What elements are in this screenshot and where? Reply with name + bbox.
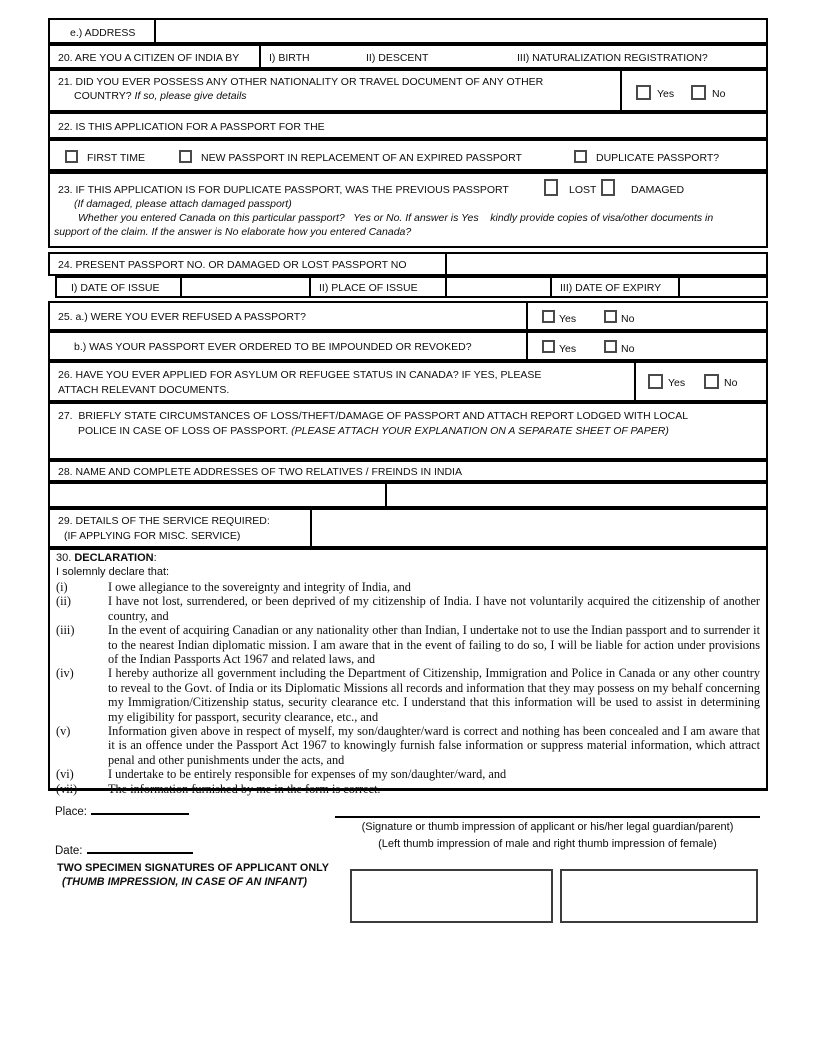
replacement-checkbox[interactable] xyxy=(179,150,192,163)
q25b-yes-checkbox[interactable] xyxy=(542,340,555,353)
service-details-input[interactable] xyxy=(312,510,766,546)
declaration-colon: : xyxy=(153,552,157,564)
q26-line2: ATTACH RELEVANT DOCUMENTS. xyxy=(58,384,230,396)
item-text: I owe allegiance to the sovereignty and integrity of India, and xyxy=(108,580,411,594)
q25a-row xyxy=(48,301,768,331)
date-of-expiry-label: III) DATE OF EXPIRY xyxy=(560,282,662,294)
declaration-title: DECLARATION xyxy=(74,552,154,564)
q20-option-descent[interactable]: II) DESCENT xyxy=(366,52,429,64)
q23-damaged-label: DAMAGED xyxy=(631,184,685,196)
relatives-row xyxy=(48,482,768,508)
item-text: Information given above in respect of myself, my son/daughter/ward is correct and nothing has been concealed and I am aware that it is an offence under the Passport Act 1967 to knowingly furnish false information or suppress material information, which attract penal and other punishments under the acts, and xyxy=(108,724,760,767)
q24-label: 24. PRESENT PASSPORT NO. OR DAMAGED OR LOST PASSPORT NO xyxy=(58,259,407,271)
item-text: I have not lost, surrendered, or been deprived of my citizenship of India. I have not voluntarily acquired the citizenship of another country, and xyxy=(108,594,760,623)
signature-caption1: (Signature or thumb impression of applicant or his/her legal guardian/parent) xyxy=(361,821,734,833)
q23-note1: (If damaged, please attach damaged passport) xyxy=(74,198,292,210)
declaration-item xyxy=(56,580,762,594)
q29-line1: 29. DETAILS OF THE SERVICE REQUIRED: xyxy=(58,515,270,527)
declaration-heading xyxy=(56,552,157,564)
q23-line1: 23. IF THIS APPLICATION IS FOR DUPLICATE PASSPORT, WAS THE PREVIOUS PASSPORT xyxy=(58,184,509,196)
declaration-item xyxy=(56,724,762,767)
q25a-label: 25. a.) WERE YOU EVER REFUSED A PASSPORT? xyxy=(58,311,306,323)
item-text: I undertake to be entirely responsible for expenses of my son/daughter/ward, and xyxy=(108,767,507,782)
place-input[interactable] xyxy=(91,801,189,815)
item-text: The information furnished by me in the form is correct. xyxy=(108,781,381,796)
q21-line2 xyxy=(74,90,247,102)
divider xyxy=(259,46,261,67)
q25b-no-checkbox[interactable] xyxy=(604,340,617,353)
address-row xyxy=(48,18,768,44)
q26-row xyxy=(48,361,768,402)
q26-line1: 26. HAVE YOU EVER APPLIED FOR ASYLUM OR REFUGEE STATUS IN CANADA? IF YES, PLEASE xyxy=(58,369,542,381)
declaration-item xyxy=(56,767,762,781)
item-number: (vii) xyxy=(56,781,78,796)
q23-lost-label: LOST xyxy=(569,184,597,196)
q29-line2: (IF APPLYING FOR MISC. SERVICE) xyxy=(64,530,241,542)
q21-line2-note: If so, please give details xyxy=(134,90,247,102)
declaration-intro: I solemnly declare that: xyxy=(56,566,170,578)
q20-option-birth[interactable]: I) BIRTH xyxy=(269,52,310,64)
declaration-items xyxy=(56,580,762,796)
divider xyxy=(309,278,311,296)
q21-row xyxy=(48,69,768,112)
item-text: In the event of acquiring Canadian or any nationality other than Indian, I undertake not to use the Indian passport and to surrender it to the nearest Indian diplomatic mission. I am aware that in the event of failing to do so, I will be liable for action under provisions of the Indian Passports Act 1967 and related laws, and xyxy=(108,623,760,667)
item-number: (ii) xyxy=(56,594,72,609)
q26-yes-label: Yes xyxy=(668,377,686,389)
item-number: (vi) xyxy=(56,767,74,782)
passport-dates-row xyxy=(55,276,768,298)
declaration-item xyxy=(56,594,762,623)
declaration-box xyxy=(48,548,768,796)
date-of-issue-input[interactable] xyxy=(182,278,309,296)
q20-option-naturalization[interactable]: III) NATURALIZATION REGISTRATION? xyxy=(517,52,708,64)
relative1-input[interactable] xyxy=(50,484,385,506)
q25b-label: b.) WAS YOUR PASSPORT EVER ORDERED TO BE IMPOUNDED OR REVOKED? xyxy=(74,341,472,353)
divider xyxy=(526,303,528,329)
q25b-no-label: No xyxy=(621,343,635,355)
place-of-issue-input[interactable] xyxy=(447,278,550,296)
duplicate-label: DUPLICATE PASSPORT? xyxy=(596,152,720,164)
address-input[interactable] xyxy=(156,20,766,42)
q21-no-checkbox[interactable] xyxy=(691,85,706,100)
relative2-input[interactable] xyxy=(387,484,766,506)
item-number: (v) xyxy=(56,724,71,739)
divider xyxy=(550,278,552,296)
first-time-label: FIRST TIME xyxy=(87,152,145,164)
q23-note2: Whether you entered Canada on this particular passport? Yes or No. If answer is Yes kindly provide copies of visa/other documents in xyxy=(78,212,714,224)
signature-caption2: (Left thumb impression of male and right thumb impression of female) xyxy=(378,838,717,850)
q21-yes-checkbox[interactable] xyxy=(636,85,651,100)
q23-row xyxy=(48,172,768,248)
q28-row xyxy=(48,460,768,482)
place-label xyxy=(55,801,189,818)
q24-row xyxy=(48,252,768,276)
q21-yes-label: Yes xyxy=(657,88,675,100)
q22-label: 22. IS THIS APPLICATION FOR A PASSPORT FOR THE xyxy=(58,121,325,133)
q29-row xyxy=(48,508,768,548)
replacement-label: NEW PASSPORT IN REPLACEMENT OF AN EXPIRED PASSPORT xyxy=(201,152,522,164)
place-of-issue-label: II) PLACE OF ISSUE xyxy=(319,282,418,294)
declaration-item xyxy=(56,782,762,796)
date-of-expiry-input[interactable] xyxy=(680,278,766,296)
specimen-signature-box-2[interactable] xyxy=(560,869,758,923)
divider xyxy=(526,333,528,359)
q23-lost-checkbox[interactable] xyxy=(544,179,558,196)
q20-row xyxy=(48,44,768,69)
date-of-issue-label: I) DATE OF ISSUE xyxy=(71,282,160,294)
q25a-no-checkbox[interactable] xyxy=(604,310,617,323)
q25b-yes-label: Yes xyxy=(559,343,577,355)
specimen-signature-box-1[interactable] xyxy=(350,869,553,923)
q25b-row xyxy=(48,331,768,361)
q28-label: 28. NAME AND COMPLETE ADDRESSES OF TWO RELATIVES / FREINDS IN INDIA xyxy=(58,466,462,478)
q25a-yes-label: Yes xyxy=(559,313,577,325)
thumb-impression-note: (THUMB IMPRESSION, IN CASE OF AN INFANT) xyxy=(62,876,307,888)
date-input[interactable] xyxy=(87,840,193,854)
declaration-number: 30. xyxy=(56,552,75,564)
q20-label: 20. ARE YOU A CITIZEN OF INDIA BY xyxy=(58,52,240,64)
item-number: (i) xyxy=(56,580,68,594)
q25a-no-label: No xyxy=(621,313,635,325)
date-text: Date: xyxy=(55,845,83,857)
item-number: (iii) xyxy=(56,623,75,638)
q27-row xyxy=(48,402,768,460)
q21-no-label: No xyxy=(712,88,726,100)
item-text: I hereby authorize all government including the Department of Citizenship, Immigration and Police in Canada or any other country to reveal to the Govt. of India or its Diplomatic Missions all records and information that they may possess on my behalf concerning my Immigration/Citizenship status, security clearance etc. I understand that this information will be used to assist in determining my eligibility for passport, security clearance, etc., and xyxy=(108,666,760,724)
place-text: Place: xyxy=(55,806,87,818)
q25a-yes-checkbox[interactable] xyxy=(542,310,555,323)
date-label xyxy=(55,840,193,857)
signature-line[interactable] xyxy=(335,816,760,818)
q27-line1: 27. BRIEFLY STATE CIRCUMSTANCES OF LOSS/THEFT/DAMAGE OF PASSPORT AND ATTACH REPORT LODGED WITH LOCAL xyxy=(58,410,689,422)
declaration-item xyxy=(56,666,762,724)
declaration-item xyxy=(56,623,762,666)
duplicate-checkbox[interactable] xyxy=(574,150,587,163)
q23-note3: support of the claim. If the answer is No elaborate how you entered Canada? xyxy=(54,226,412,238)
q26-yes-checkbox[interactable] xyxy=(648,374,663,389)
address-label: e.) ADDRESS xyxy=(70,27,136,39)
specimen-signatures-label: TWO SPECIMEN SIGNATURES OF APPLICANT ONLY xyxy=(57,862,329,874)
q22-row xyxy=(48,112,768,139)
divider xyxy=(634,363,636,400)
divider xyxy=(620,71,622,110)
q27-line2-note: (PLEASE ATTACH YOUR EXPLANATION ON A SEPARATE SHEET OF PAPER) xyxy=(291,425,669,437)
q26-no-label: No xyxy=(724,377,738,389)
q27-line2 xyxy=(78,425,669,437)
passport-number-input[interactable] xyxy=(447,254,766,274)
first-time-checkbox[interactable] xyxy=(65,150,78,163)
q23-damaged-checkbox[interactable] xyxy=(601,179,615,196)
q26-no-checkbox[interactable] xyxy=(704,374,719,389)
item-number: (iv) xyxy=(56,666,74,681)
passport-type-row xyxy=(48,139,768,172)
q21-line2-prefix: COUNTRY? xyxy=(74,90,135,102)
q27-line2-prefix: POLICE IN CASE OF LOSS OF PASSPORT. xyxy=(78,425,292,437)
q21-line1: 21. DID YOU EVER POSSESS ANY OTHER NATIONALITY OR TRAVEL DOCUMENT OF ANY OTHER xyxy=(58,76,544,88)
